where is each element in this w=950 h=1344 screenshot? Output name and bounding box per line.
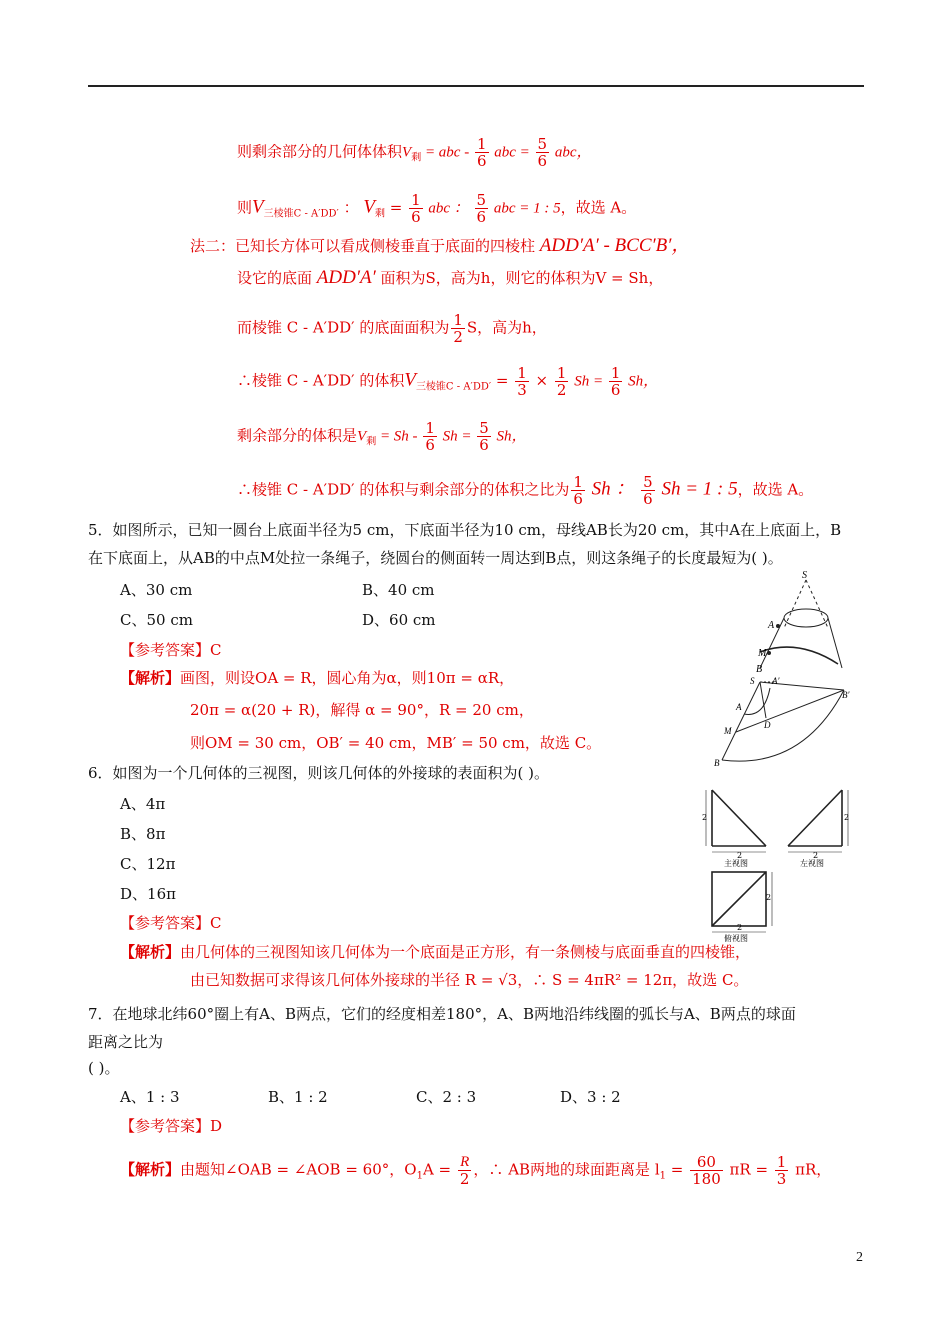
q5-fig-label: A′ bbox=[772, 676, 780, 686]
q6-three-view-figure bbox=[700, 786, 854, 942]
q6-dim-label: 2 bbox=[702, 813, 708, 822]
q5-fig-label: S bbox=[802, 570, 807, 581]
q6-dim-label: 2 bbox=[737, 851, 743, 860]
q5-fig-label: S bbox=[750, 676, 755, 686]
method2-pyramid-volume: ∴棱锥 C - A′DD′ 的体积$V_{三棱锥C - A'DD'}$ = $\frac{1}{3}$ × $\frac{1}{2}$ Sh = $\frac{1}{6}$ Sh， bbox=[237, 364, 659, 399]
q5-fig-label: B bbox=[714, 758, 720, 768]
q5-option-b: B、40 cm bbox=[362, 581, 435, 599]
method2-remaining: 剩余部分的体积是$V_剩 = Sh$ - $\frac{1}{6}$ Sh = $\frac{5}{6}$ Sh， bbox=[237, 419, 527, 454]
method2-intro: 法二：已知长方体可以看成侧棱垂直于底面的四棱柱 ADD′A′ - BCC′B′， bbox=[190, 235, 691, 256]
q6-answer: 【参考答案】C bbox=[120, 914, 222, 932]
method2-ratio: ∴棱锥 C - A′DD′ 的体积与剩余部分的体积之比为 $\frac{1}{6}$ Sh ： $\frac{5}{6}$ Sh = 1 : 5，故选 A。 bbox=[237, 473, 814, 508]
q6-option-a: A、4π bbox=[120, 795, 166, 813]
q7-option-b: B、1 : 2 bbox=[268, 1088, 328, 1106]
q7-analysis: 【解析】由题知∠OAB = ∠AOB = 60°，$O_1A$ = $\frac{R}{2}$ ，∴ AB两地的球面距离是 $l_1$ = $\frac{60}{180}$ πR = $\frac{1}{3}$ πR， bbox=[120, 1153, 832, 1188]
q5-fig-label: D bbox=[764, 720, 771, 730]
q7-answer: 【参考答案】D bbox=[120, 1117, 223, 1135]
q7-option-a: A、1 : 3 bbox=[120, 1088, 180, 1106]
q7-stem-3: ( )。 bbox=[88, 1059, 120, 1077]
q5-fig-label: B′ bbox=[842, 690, 850, 700]
q5-analysis-2: 20π = α(20 + R)，解得 α = 90°，R = 20 cm， bbox=[190, 701, 534, 719]
q6-stem: 6．如图为一个几何体的三视图，则该几何体的外接球的表面积为( )。 bbox=[88, 764, 550, 782]
q5-fig-label: A bbox=[768, 620, 775, 631]
q5-sector-figure bbox=[712, 674, 860, 770]
q5-answer: 【参考答案】C bbox=[120, 641, 222, 659]
q7-stem-1: 7．在地球北纬60°圈上有A、B两点，它们的经度相差180°，A、B两地沿纬线圈的弧长与A、B两点的球面 bbox=[88, 1005, 796, 1023]
q6-side-view-label: 左视图 bbox=[800, 859, 824, 868]
q5-option-d: D、60 cm bbox=[362, 611, 436, 629]
q6-option-c: C、12π bbox=[120, 855, 176, 873]
q6-analysis-2: 由已知数据可求得该几何体外接球的半径 R = √3，∴ S = 4πR² = 12π，故选 C。 bbox=[190, 971, 749, 989]
q6-dim-label: 2 bbox=[813, 851, 819, 860]
q5-fig-label: B bbox=[756, 664, 763, 674]
q5-fig-label: M bbox=[758, 648, 767, 659]
line-volume-ratio: 则$V_{三棱锥C - A'DD'}$ ： $V_剩$ = $\frac{1}{6}$ abc ： $\frac{5}{6}$ abc = 1 : 5，故选 A。 bbox=[237, 191, 637, 226]
q5-fig-label: A bbox=[736, 702, 742, 712]
q6-front-view-label: 主视图 bbox=[724, 859, 748, 868]
q6-dim-label: 2 bbox=[844, 813, 850, 822]
q6-option-d: D、16π bbox=[120, 885, 176, 903]
q5-option-a: A、30 cm bbox=[120, 581, 193, 599]
q7-option-c: C、2 : 3 bbox=[416, 1088, 477, 1106]
page-number: 2 bbox=[856, 1250, 863, 1265]
q6-dim-label: 2 bbox=[766, 893, 772, 902]
q5-stem-1: 5．如图所示，已知一圆台上底面半径为5 cm，下底面半径为10 cm，母线AB长为20 cm，其中A在上底面上，B bbox=[88, 521, 842, 539]
q6-dim-label: 2 bbox=[737, 923, 743, 932]
q5-fig-label: M bbox=[724, 726, 732, 736]
q5-frustum-figure bbox=[738, 568, 862, 674]
q6-top-view-label: 俯视图 bbox=[724, 934, 748, 942]
line-remaining-volume: 则剩余部分的几何体体积$V_剩$ = abc - $\frac{1}{6}$ abc = $\frac{5}{6}$ abc， bbox=[237, 135, 592, 170]
q7-option-d: D、3 : 2 bbox=[560, 1088, 621, 1106]
method2-pyramid-base: 而棱锥 C - A′DD′ 的底面面积为 $\frac{1}{2}$ S，高为h， bbox=[237, 311, 547, 346]
q5-analysis-1: 【解析】画图，则设OA = R，圆心角为α，则10π = αR， bbox=[120, 669, 515, 687]
q6-analysis-1: 【解析】由几何体的三视图知该几何体为一个底面是正方形，有一条侧棱与底面垂直的四棱锥， bbox=[120, 943, 751, 961]
method2-base: 设它的底面 ADD′A′ 面积为S，高为h，则它的体积为V = Sh， bbox=[237, 267, 664, 288]
q5-stem-2: 在下底面上，从AB的中点M处拉一条绳子，绕圆台的侧面转一周达到B点，则这条绳子的长度最短为( )。 bbox=[88, 549, 783, 567]
q7-stem-2: 距离之比为 bbox=[88, 1033, 164, 1051]
q5-option-c: C、50 cm bbox=[120, 611, 193, 629]
q6-option-b: B、8π bbox=[120, 825, 166, 843]
q5-analysis-3: 则OM = 30 cm，OB′ = 40 cm，MB′ = 50 cm，故选 C。 bbox=[190, 734, 602, 752]
header-rule bbox=[88, 85, 864, 87]
